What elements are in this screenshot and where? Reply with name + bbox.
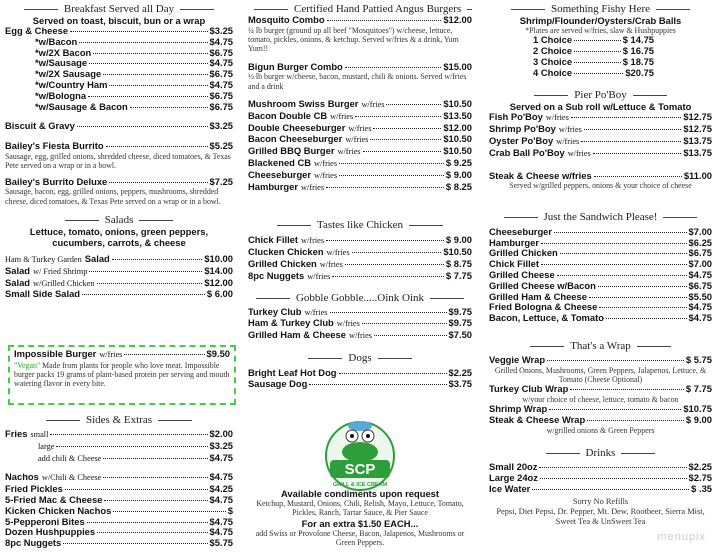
logo-mosquito-body [342,442,378,462]
menu-item: Cheeseburger w/fries $ 9.00 [248,168,472,180]
menu-item: Grilled Chicken $6.75 [489,247,712,259]
sandwich-title: Just the Sandwich Please! [489,211,712,223]
condiments-list: Ketchup, Mustard, Onions, Chili, Relish, Mayo, Lettuce, Tomato, Pickles, Ranch, Tartar Sauce, & Pier Sauce [256,499,464,518]
menu-item: *w/2X Bacon $6.75 [35,46,233,58]
menu-item: 3 Choice $ 18.75 [533,55,654,67]
breakfast-title: Breakfast Served all Day [5,3,233,15]
menu-item: Chick Fillet w/fries $ 9.00 [248,234,472,246]
drinks-list: Pepsi, Diet Pepsi, Dr. Pepper, Mt. Dew, Rootbeer, Sierra Mist, Sweet Tea & UnSweet Tea [496,506,705,526]
burger-list [248,99,472,193]
menu-item: Impossible Burger w/fries $9.50 [14,348,230,359]
menu-item: 2 Choice $ 16.75 [533,45,654,57]
menu-item: Mushroom Swiss Burger w/fries $10.50 [248,98,472,110]
menu-item: 5-Fried Mac & Cheese $4.75 [5,493,233,505]
choice-list [489,35,712,78]
condiments-title: Available condiments upon request [280,488,439,499]
menu-item: Shrimp Wrap $10.75 [489,403,712,415]
menu-item: Turkey Club Wrap $ 7.75 [489,383,712,395]
menu-item: Kicken Chicken Nachos $ [5,504,233,516]
menu-item: Bacon Double CB w/fries $13.50 [248,109,472,121]
menu-item: Grilled Cheese $4.75 [489,268,712,280]
fishy-note: *Plates are served w/fries, slaw & Hushpuppies [525,26,676,35]
menu-item: Grilled Chicken w/fries $ 8.75 [248,258,472,270]
poboy-subtitle: Served on a Sub roll w/Lettuce & Tomato [509,101,692,113]
item-description: Served w/grilled peppers, onions & your choice of cheese [509,181,692,191]
menu-item: Fried Pickles $4.25 [5,483,233,495]
burgers-title: Certified Hand Pattied Angus Burgers [248,3,472,15]
sides-title: Sides & Extras [5,414,233,426]
menu-item: Ham & Turkey Club w/fries $9.75 [248,317,472,329]
menu-item: Salad w/ Fried Shrimp $14.00 [5,264,233,276]
drinks-sorry: Sorry No Refills [572,496,629,506]
menu-item: Steak & Cheese w/fries $11.00 [489,169,712,181]
menu-item: Cheeseburger $7.00 [489,225,712,237]
menu-item: Grilled Ham & Cheese $5.50 [489,290,712,302]
condiments-extra: For an extra $1.50 EACH... [301,517,419,529]
menu-item: 8pc Nuggets w/fries $ 7.75 [248,269,472,281]
scp-logo [312,420,408,492]
menu-item: Ham & Turkey Garden Salad $10.00 [5,252,233,264]
menu-item: Sausage Dog $3.75 [248,377,472,389]
item-description: ¼ lb burger (ground up all beef "Mosquitoes") w/cheese, lettuce, tomato, pickles, onions, & ketchup. Served w/fries & a drink, Yum Yum!! [248,25,459,54]
menu-item: Fish Po'Boy w/fries $12.75 [489,111,712,123]
menu-item: Nachos w/Chili & Cheese $4.75 [5,471,233,483]
chicken-title: Tastes like Chicken [248,219,472,231]
logo-tagline: GRILL & ICE CREAM [332,482,388,488]
menu-item: Fried Bologna & Cheese $4.75 [489,301,712,313]
dogs-title: Dogs [248,352,472,364]
column-right [489,0,712,556]
fishy-title: Something Fishy Here [489,3,712,15]
item-description: Sausage, bacon, egg, grilled onions, peppers, mushrooms, shredded cheese, diced tomatoes, & Texas Pete served on a wrap or in a bowl. [5,187,221,206]
gobble-title: Gobble Gobble.....Oink Oink [248,292,472,304]
menu-item: 5-Pepperoni Bites $4.75 [5,515,233,527]
menu-item: Bigun Burger Combo $15.00 [248,60,472,72]
menu-item: Large 24oz $2.75 [489,472,712,484]
menu-item: Double Cheeseburger w/fries $12.00 [248,121,472,133]
menu-item: Bacon, Lettuce, & Tomato $4.75 [489,312,712,324]
column-middle [248,0,472,556]
menu-item: Veggie Wrap $ 5.75 [489,353,712,365]
menu-item: Bright Leaf Hot Dog $2.25 [248,367,472,379]
salads-subtitle: Lettuce, tomato, onions, green peppers, [29,225,209,237]
menu-item: Hamburger w/fries $ 8.25 [248,180,472,192]
menu-item: *w/Sausage $4.75 [35,57,233,69]
salads-title: Salads [5,214,233,226]
item-description: "Vegan" Made from plants for people who love meat. Impossible burger packs 19 grams of plant-based protein per serving and mouth watering flavor in every bite. [14,360,230,389]
logo-text: SCP [344,461,376,478]
menu-item: Egg & Cheese $3.25 [5,25,233,36]
drinks-title: Drinks [489,447,712,459]
menu-item: 8pc Nuggets $5.75 [5,537,233,549]
menu-item: Crab Ball Po'Boy w/fries $13.75 [489,146,712,158]
impossible-burger-box [8,345,236,405]
menu-item: *w/Bacon $4.75 [35,35,233,47]
menu-item: large $3.25 [38,439,233,451]
menu-item: Bailey's Burrito Deluxe $7.25 [5,175,233,187]
item-description: Grilled Onions, Mushrooms, Green Peppers, Jalapenos, Lettuce, & Tomato (Cheese Optional) [494,365,707,385]
menu-item: *w/Sausage & Bacon $6.75 [35,100,233,112]
menu-item: *w/Country Ham $4.75 [35,78,233,90]
menu-item: 1 Choice $ 14.75 [533,34,654,46]
menu-item: Chick Fillet $7.00 [489,258,712,270]
menu-item: Small Side Salad $ 6.00 [5,288,233,300]
menu-item: Ice Water $ .35 [489,482,712,494]
breakfast-subtitle: Served on toast, biscuit, bun or a wrap [32,15,206,26]
menu-item: add chili & Cheese $4.75 [38,451,233,463]
menu-item: Mosquito Combo $12.00 [248,14,472,25]
menu-item: Grilled Cheese w/Bacon $6.75 [489,279,712,291]
item-description: Sausage, egg, grilled onions, shredded cheese, diced tomatoes, & Texas Pete served on a wrap or in a bowl. [5,151,231,171]
menu-item: Clucken Chicken w/fries $10.50 [248,246,472,258]
menu-item: Turkey Club w/fries $9.75 [248,305,472,317]
menu-item: *w/Bologna $6.75 [35,89,233,101]
menu-item: 4 Choice $20.75 [533,66,654,78]
wrap-title: That's a Wrap [489,340,712,352]
item-description: w/your choice of cheese, lettuce, tomato & bacon [522,395,679,405]
watermark: menupix [657,531,706,543]
menu-item: Shrimp Po'Boy w/fries $12.75 [489,123,712,135]
sides-section [5,414,233,549]
menu-item: Salad w/Grilled Chicken $12.00 [5,276,233,288]
item-description: ½ lb burger w/cheese, bacon, mustard, chili & onions. Served w/fries and a drink [248,72,467,91]
menu-item: *w/2X Sausage $6.75 [35,68,233,80]
condiments-section [248,488,472,547]
menu-item: Oyster Po'Boy w/fries $13.75 [489,135,712,147]
condiments-extra-list: add Swiss or Provolone Cheese, Bacon, Jalapenos, Mushrooms or Green Peppers. [255,528,465,547]
logo-hat [348,421,372,431]
poboy-title: Pier Po'Boy [489,89,712,101]
fishy-subtitle: Shrimp/Flounder/Oysters/Crab Balls [519,15,682,26]
item-description: w/grilled onions & Green Peppers [546,426,655,436]
menu-item: Blackened CB w/fries $ 9.25 [248,157,472,169]
menu-item: Bailey's Fiesta Burrito $5.25 [5,140,233,152]
menu-item: Biscuit & Gravy $3.25 [5,120,233,132]
menu-item: Dozen Hushpuppies $4.75 [5,526,233,538]
menu-item: Small 20oz $2.25 [489,461,712,473]
salads-subtitle: cucumbers, carrots, & cheese [52,236,186,248]
column-left [5,0,233,556]
menu-item: Hamburger $6.25 [489,236,712,248]
menu-item: Grilled Ham & Cheese w/fries $7.50 [248,329,472,341]
menu-item: Steak & Cheese Wrap $ 9.00 [489,414,712,426]
menu-item: Bacon Cheeseburger w/fries $10.50 [248,133,472,145]
menu-item: Fries small $2.00 [5,428,233,439]
menu-item: Grilled BBQ Burger w/fries $10.50 [248,145,472,157]
